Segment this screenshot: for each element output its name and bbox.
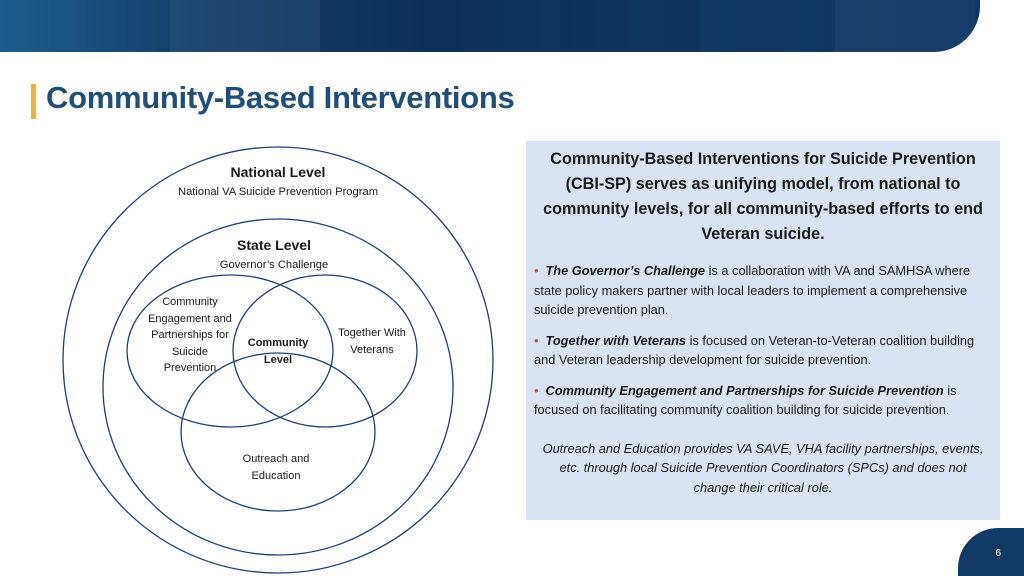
info-panel-heading: Community-Based Interventions for Suicide Prevention (CBI-SP) serves as unifying model, from national to community levels, for all community-based efforts to end Veteran suicide. [543, 150, 983, 243]
left-circle-line: Prevention [163, 362, 217, 374]
bullet-marker: • [534, 263, 539, 278]
bottom-circle-line: Education [251, 470, 301, 482]
left-circle-line: Suicide [171, 346, 209, 358]
state-level-subtitle: Governor’s Challenge [219, 259, 329, 271]
left-circle-line: Engagement and [148, 313, 232, 325]
bullet-emphasis: The Governor’s Challenge [545, 263, 706, 278]
banner-stripe [835, 0, 975, 52]
bullet-emphasis: Community Engagement and Partnerships for Suicide Prevention [545, 382, 944, 398]
bullet-governors-challenge [534, 261, 992, 320]
bullet-text: is focused on Veteran-to-Veteran coalition building and Veteran leadership development for suicide prevention. [534, 332, 975, 367]
outreach-education-circle [181, 353, 375, 511]
page-title: Community-Based Interventions [46, 80, 515, 115]
state-level-heading: State Level [237, 237, 311, 253]
center-label-line: Community [247, 337, 309, 349]
bullet-text: is focused on facilitating community coalition building for suicide prevention. [534, 382, 957, 417]
right-circle-line: Veterans [350, 344, 394, 356]
center-label-line: Level [263, 354, 293, 366]
bullet-text: is a collaboration with VA and SAMHSA where state policy makers partner with local leaders to implement a comprehensive suicide prevention plan. [534, 263, 971, 317]
community-engagement-circle [127, 275, 333, 427]
national-level-subtitle: National VA Suicide Prevention Program [177, 186, 379, 198]
bullet-community-engagement [534, 381, 992, 420]
outreach-education-note: Outreach and Education provides VA SAVE, VHA facility partnerships, events, etc. through local Suicide Prevention Coordinators (SPCs) and does not change their critical role. [542, 440, 984, 495]
banner-stripe [560, 0, 700, 52]
page-number: 6 [995, 548, 1001, 559]
left-circle-line: Partnerships for [151, 329, 229, 341]
national-level-heading: National Level [230, 164, 326, 180]
bottom-circle-line: Outreach and [242, 453, 310, 465]
bullet-together-with-veterans [534, 331, 992, 370]
bullet-marker: • [534, 382, 539, 398]
left-circle-line: Community [162, 296, 218, 308]
bullet-marker: • [534, 332, 539, 348]
right-circle-line: Together With [338, 327, 406, 339]
page-number-tab [958, 528, 1024, 576]
bullet-emphasis: Together with Veterans [545, 332, 687, 348]
info-panel [526, 141, 1000, 520]
